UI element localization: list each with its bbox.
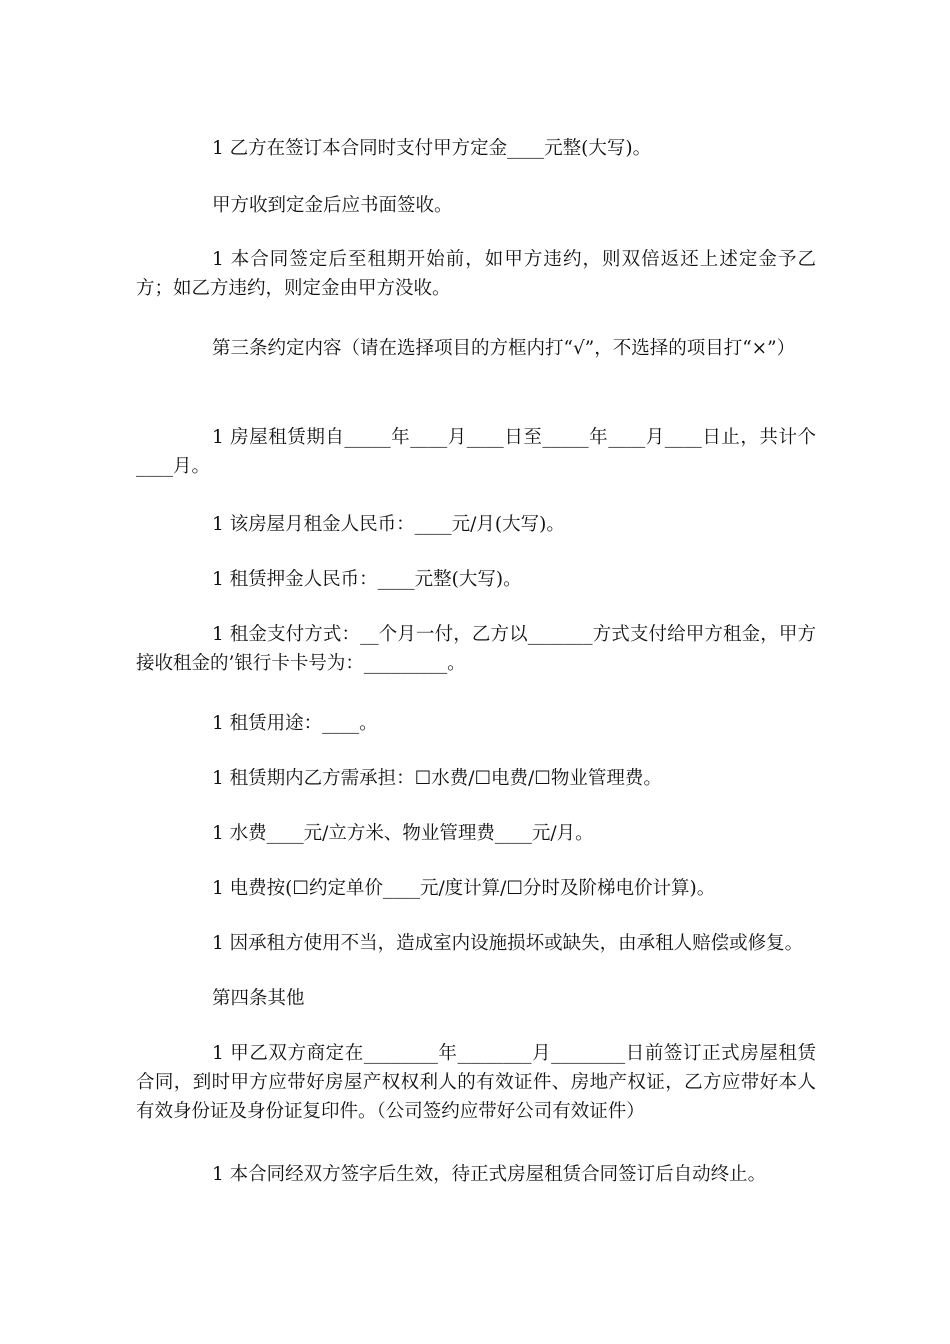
clause-deposit-payment: 1 乙方在签订本合同时支付甲方定金____元整(大写)。: [212, 138, 652, 159]
clause-electricity-fee: 1 电费按(☐约定单价____元/度计算/☐分时及阶梯电价计算)。: [212, 878, 716, 899]
clause-security-deposit: 1 租赁押金人民币：____元整(大写)。: [212, 569, 522, 590]
article-three-heading: 第三条约定内容（请在选择项目的方框内打“√”，不选择的项目打“×”）: [212, 338, 796, 359]
clause-fees-borne: 1 租赁期内乙方需承担：☐水费/☐电费/☐物业管理费。: [212, 768, 662, 789]
clause-lease-term: 1 房屋租赁期自_____年____月____日至_____年____月____日止，共计个____月。: [136, 427, 816, 477]
clause-water-property-fee: 1 水费____元/立方米、物业管理费____元/月。: [212, 823, 594, 844]
clause-formal-contract: 1 甲乙双方商定在________年________月________日前签订正式房屋租赁合同，到时甲方应带好房屋产权权利人的有效证件、房地产权证，乙方应带好本人有效身份证及身份证复印件。（公司签约应带好公司有效证件）: [136, 1043, 816, 1122]
clause-deposit-breach: 1 本合同签定后至租期开始前，如甲方违约，则双倍返还上述定金予乙方；如乙方违约，则定金由甲方没收。: [136, 249, 816, 299]
clause-effectiveness: 1 本合同经双方签字后生效，待正式房屋租赁合同签订后自动终止。: [212, 1164, 767, 1185]
clause-payment-method: 1 租金支付方式：__个月一付，乙方以_______方式支付给甲方租金，甲方接收租金的’银行卡卡号为：_________。: [136, 624, 816, 674]
clause-damage-liability: 1 因承租方使用不当，造成室内设施损坏或缺失，由承租人赔偿或修复。: [212, 933, 804, 954]
clause-lease-purpose: 1 租赁用途：____。: [212, 713, 378, 734]
article-four-heading: 第四条其他: [212, 988, 305, 1009]
clause-monthly-rent: 1 该房屋月租金人民币：____元/月(大写)。: [212, 514, 565, 535]
clause-deposit-receipt: 甲方收到定金后应书面签收。: [212, 195, 453, 216]
